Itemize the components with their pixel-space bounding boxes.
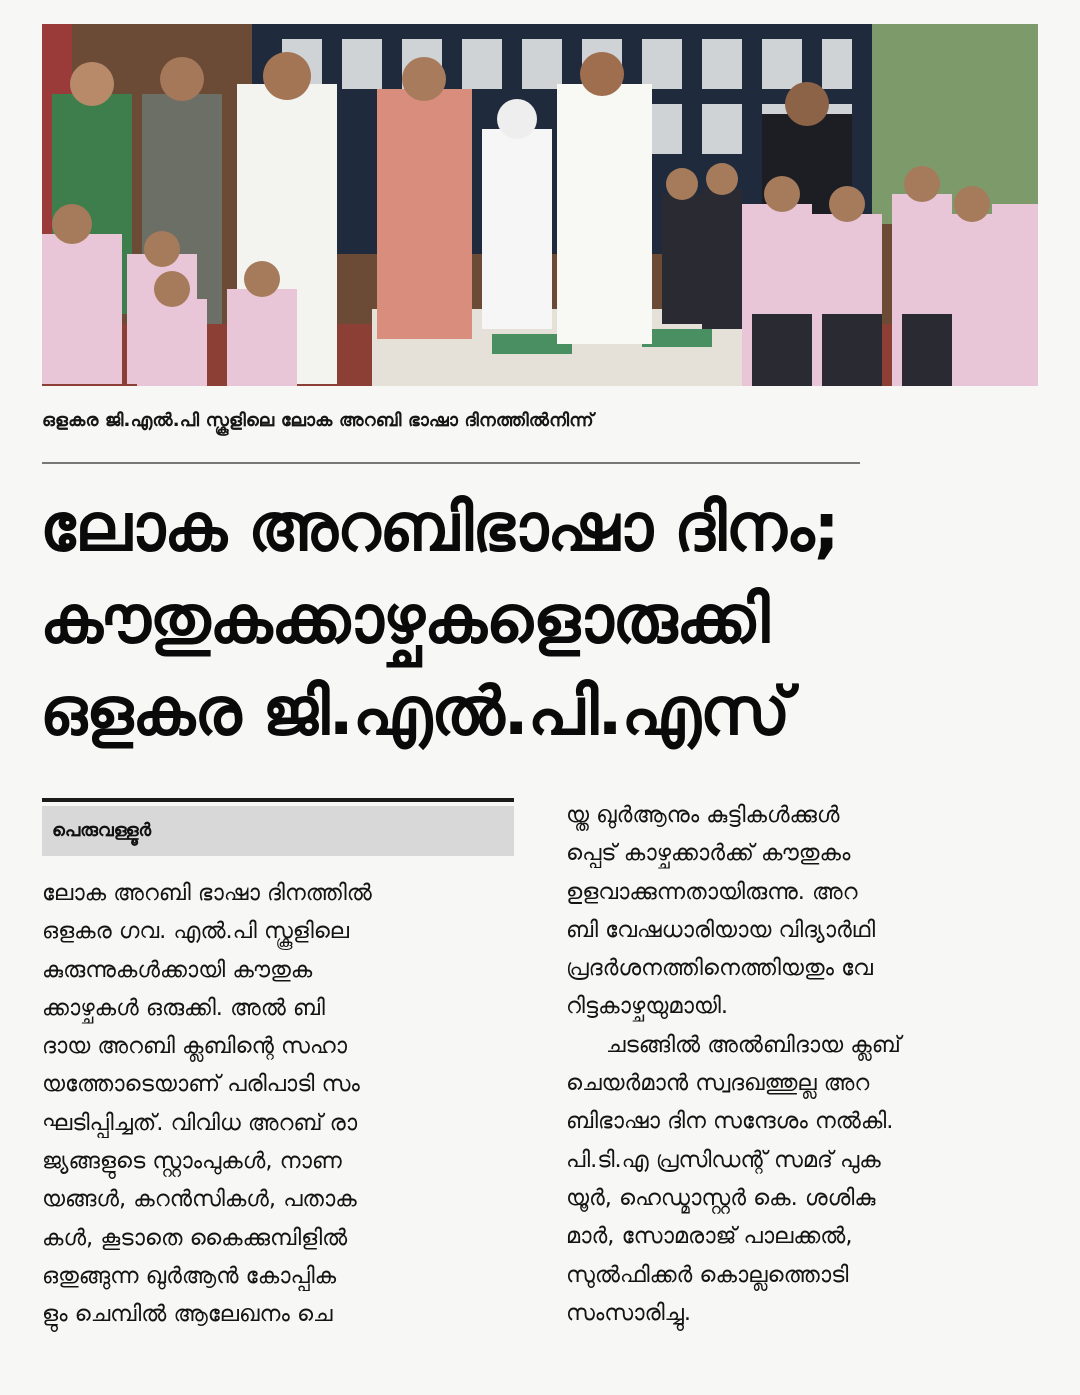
headline-line: ലോക അറബിഭാഷാ ദിനം;	[40, 489, 839, 566]
article-line: ളും ചെമ്പിൽ ആലേഖനം ചെ	[42, 1301, 333, 1328]
article-line: ഉളവാക്കുന്നതായിരുന്നു. അറ	[566, 878, 858, 905]
caption-divider	[42, 462, 860, 464]
article-line: ദായ അറബി ക്ലബിന്റെ സഹാ	[42, 1033, 348, 1060]
article-line: കൾ, കൂടാതെ കൈക്കുമ്പിളിൽ	[42, 1224, 348, 1251]
article-line: സംസാരിച്ചു.	[566, 1299, 691, 1326]
article-column-left	[42, 874, 520, 1334]
article-line: ബിഭാഷാ ദിന സന്ദേശം നൽകി.	[566, 1108, 894, 1135]
article-line: ചെയർമാൻ സ്വദഖത്തുല്ല അറ	[566, 1070, 870, 1097]
article-line: മാർ, സോമരാജ് പാലക്കൽ,	[566, 1223, 853, 1250]
headline-line: കൗതുകക്കാഴ്ചകളൊരുക്കി	[40, 581, 769, 658]
article-line: ഒളകര ഗവ. എൽ.പി സ്കൂളിലെ	[42, 918, 350, 945]
article-line: ഘടിപ്പിച്ചത്. വിവിധ അറബ് രാ	[42, 1109, 358, 1136]
byline-rule	[42, 798, 514, 802]
article-line: ബി വേഷധാരിയായ വിദ്യാർഥി	[566, 916, 876, 943]
article-column-right	[566, 796, 1042, 1332]
article-line: ഒതുങ്ങുന്ന ഖുർആൻ കോപ്പിക	[42, 1262, 337, 1289]
news-photo	[42, 24, 1038, 386]
article-line: ക്കാഴ്ചകൾ ഒരുക്കി. അൽ ബി	[42, 994, 325, 1021]
byline: പെരുവള്ളൂർ	[42, 806, 514, 856]
article-line: പ്പെട് കാഴ്ചക്കാർക്ക് കൗതുകം	[566, 840, 851, 867]
article-line: ലോക അറബി ഭാഷാ ദിനത്തിൽ	[42, 880, 372, 906]
group-photo-image	[42, 24, 1038, 386]
article-line: ജ്യങ്ങളുടെ സ്റ്റാംപുകൾ, നാണ	[42, 1148, 342, 1175]
article-line: യത്തോടെയാണ് പരിപാടി സം	[42, 1071, 360, 1098]
article-line: റിട്ടകാഴ്ചയുമായി.	[566, 993, 728, 1020]
article-line: പി.ടി.എ പ്രസിഡന്റ് സമദ് പുക	[566, 1146, 881, 1173]
photo-caption: ഒളകര ജി.എൽ.പി സ്കൂളിലെ ലോക അറബി ഭാഷാ ദിനത്തിൽനിന്ന്	[42, 410, 594, 431]
headline-line: ഒളകര ജി.എൽ.പി.എസ്	[40, 673, 790, 750]
article-line: സുൽഫിക്കർ കൊല്ലത്തൊടി	[566, 1261, 849, 1288]
headline	[40, 482, 1040, 758]
article-line: യ്ത ഖുർആനും കുട്ടികൾക്കുൾ	[566, 802, 840, 828]
article-line: ചടങ്ങിൽ അൽബിദായ ക്ലബ്	[606, 1031, 901, 1058]
article-line: യൂർ, ഹെഡ്മാസ്റ്റർ കെ. ശശികു	[566, 1184, 876, 1211]
article-line: കുരുന്നുകൾക്കായി കൗതുക	[42, 956, 313, 983]
article-line: യങ്ങൾ, കറൻസികൾ, പതാക	[42, 1186, 357, 1213]
article-line: പ്രദർശനത്തിനെത്തിയതും വേ	[566, 955, 873, 982]
